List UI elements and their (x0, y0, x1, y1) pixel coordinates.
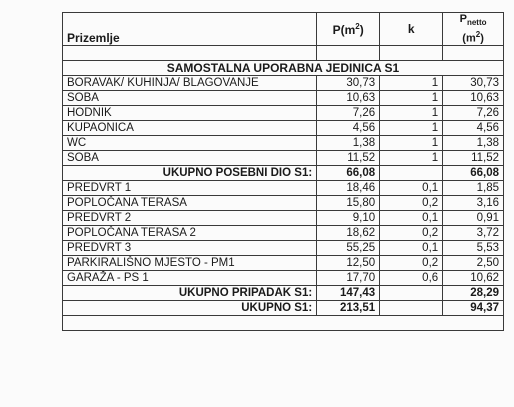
net-area-cell: 1,38 (443, 135, 504, 150)
table-row (63, 270, 504, 285)
total-label: UKUPNO PRIPADAK S1: (63, 285, 317, 300)
coefficient-cell: 0,1 (380, 240, 443, 255)
total-net-area-cell: 94,37 (443, 300, 504, 315)
coefficient-column-header: k (380, 13, 443, 46)
coefficient-cell: 0,1 (380, 210, 443, 225)
coefficient-cell: 1 (380, 135, 443, 150)
spacer-row (63, 45, 504, 60)
net-area-cell: 7,26 (443, 105, 504, 120)
room-name-cell: BORAVAK/ KUHINJA/ BLAGOVANJE (63, 75, 317, 90)
total-area-cell: 147,43 (317, 285, 380, 300)
net-area-column-header: $P_{netto}$ $(m^2)$ (443, 13, 504, 46)
coefficient-cell: 0,1 (380, 180, 443, 195)
area-cell: 55,25 (317, 240, 380, 255)
room-name-cell: PREDVRT 3 (63, 240, 317, 255)
area-cell: 7,26 (317, 105, 380, 120)
room-name-cell: KUPAONICA (63, 120, 317, 135)
total-area-cell: 213,51 (317, 300, 380, 315)
room-name-cell: GARAŽA - PS 1 (63, 270, 317, 285)
table-row (63, 255, 504, 270)
area-cell: 17,70 (317, 270, 380, 285)
header-row (63, 13, 504, 46)
coefficient-cell: 1 (380, 120, 443, 135)
net-area-cell: 10,63 (443, 90, 504, 105)
table-row (63, 150, 504, 165)
coefficient-cell: 1 (380, 90, 443, 105)
total-label: UKUPNO S1: (63, 300, 317, 315)
subtotal-row (63, 165, 504, 180)
net-area-cell: 3,16 (443, 195, 504, 210)
total-net-area-cell: 66,08 (443, 165, 504, 180)
area-cell: 9,10 (317, 210, 380, 225)
net-area-cell: 0,91 (443, 210, 504, 225)
empty-cell (380, 300, 443, 315)
table-row (63, 75, 504, 90)
coefficient-cell: 0,2 (380, 225, 443, 240)
grand-total-row (63, 300, 504, 315)
room-name-cell: SOBA (63, 90, 317, 105)
total-label: UKUPNO POSEBNI DIO S1: (63, 165, 317, 180)
section-row (63, 60, 504, 75)
floor-label: Prizemlje (63, 13, 317, 46)
table-row (63, 135, 504, 150)
coefficient-cell: 0,2 (380, 195, 443, 210)
coefficient-cell: 0,2 (380, 255, 443, 270)
area-table (62, 12, 504, 331)
area-cell: 12,50 (317, 255, 380, 270)
table-row (63, 120, 504, 135)
room-name-cell: HODNIK (63, 105, 317, 120)
room-name-cell: PREDVRT 2 (63, 210, 317, 225)
net-area-cell: 5,53 (443, 240, 504, 255)
net-area-cell: 4,56 (443, 120, 504, 135)
area-cell: 15,80 (317, 195, 380, 210)
total-net-area-cell: 28,29 (443, 285, 504, 300)
table-row (63, 90, 504, 105)
net-area-cell: 30,73 (443, 75, 504, 90)
area-cell: 4,56 (317, 120, 380, 135)
table-row (63, 225, 504, 240)
room-name-cell: WC (63, 135, 317, 150)
table-row (63, 195, 504, 210)
coefficient-cell: 1 (380, 150, 443, 165)
area-cell: 30,73 (317, 75, 380, 90)
room-name-cell: POPLOČANA TERASA (63, 195, 317, 210)
total-area-cell: 66,08 (317, 165, 380, 180)
area-column-header: $P(m^2)$ (317, 13, 380, 46)
area-cell: 11,52 (317, 150, 380, 165)
empty-footer-row (63, 315, 504, 330)
area-cell: 18,62 (317, 225, 380, 240)
table-row (63, 240, 504, 255)
area-cell: 10,63 (317, 90, 380, 105)
section-title: SAMOSTALNA UPORABNA JEDINICA S1 (63, 60, 504, 75)
net-area-cell: 11,52 (443, 150, 504, 165)
table-row (63, 210, 504, 225)
empty-cell (380, 285, 443, 300)
net-area-cell: 3,72 (443, 225, 504, 240)
net-area-cell: 1,85 (443, 180, 504, 195)
table-row (63, 180, 504, 195)
area-cell: 18,46 (317, 180, 380, 195)
table-row (63, 105, 504, 120)
coefficient-cell: 1 (380, 75, 443, 90)
coefficient-cell: 1 (380, 105, 443, 120)
net-area-cell: 10,62 (443, 270, 504, 285)
room-name-cell: SOBA (63, 150, 317, 165)
subtotal-row (63, 285, 504, 300)
room-name-cell: POPLOČANA TERASA 2 (63, 225, 317, 240)
net-area-cell: 2,50 (443, 255, 504, 270)
room-name-cell: PREDVRT 1 (63, 180, 317, 195)
area-cell: 1,38 (317, 135, 380, 150)
room-name-cell: PARKIRALIŠNO MJESTO - PM1 (63, 255, 317, 270)
empty-cell (380, 165, 443, 180)
coefficient-cell: 0,6 (380, 270, 443, 285)
